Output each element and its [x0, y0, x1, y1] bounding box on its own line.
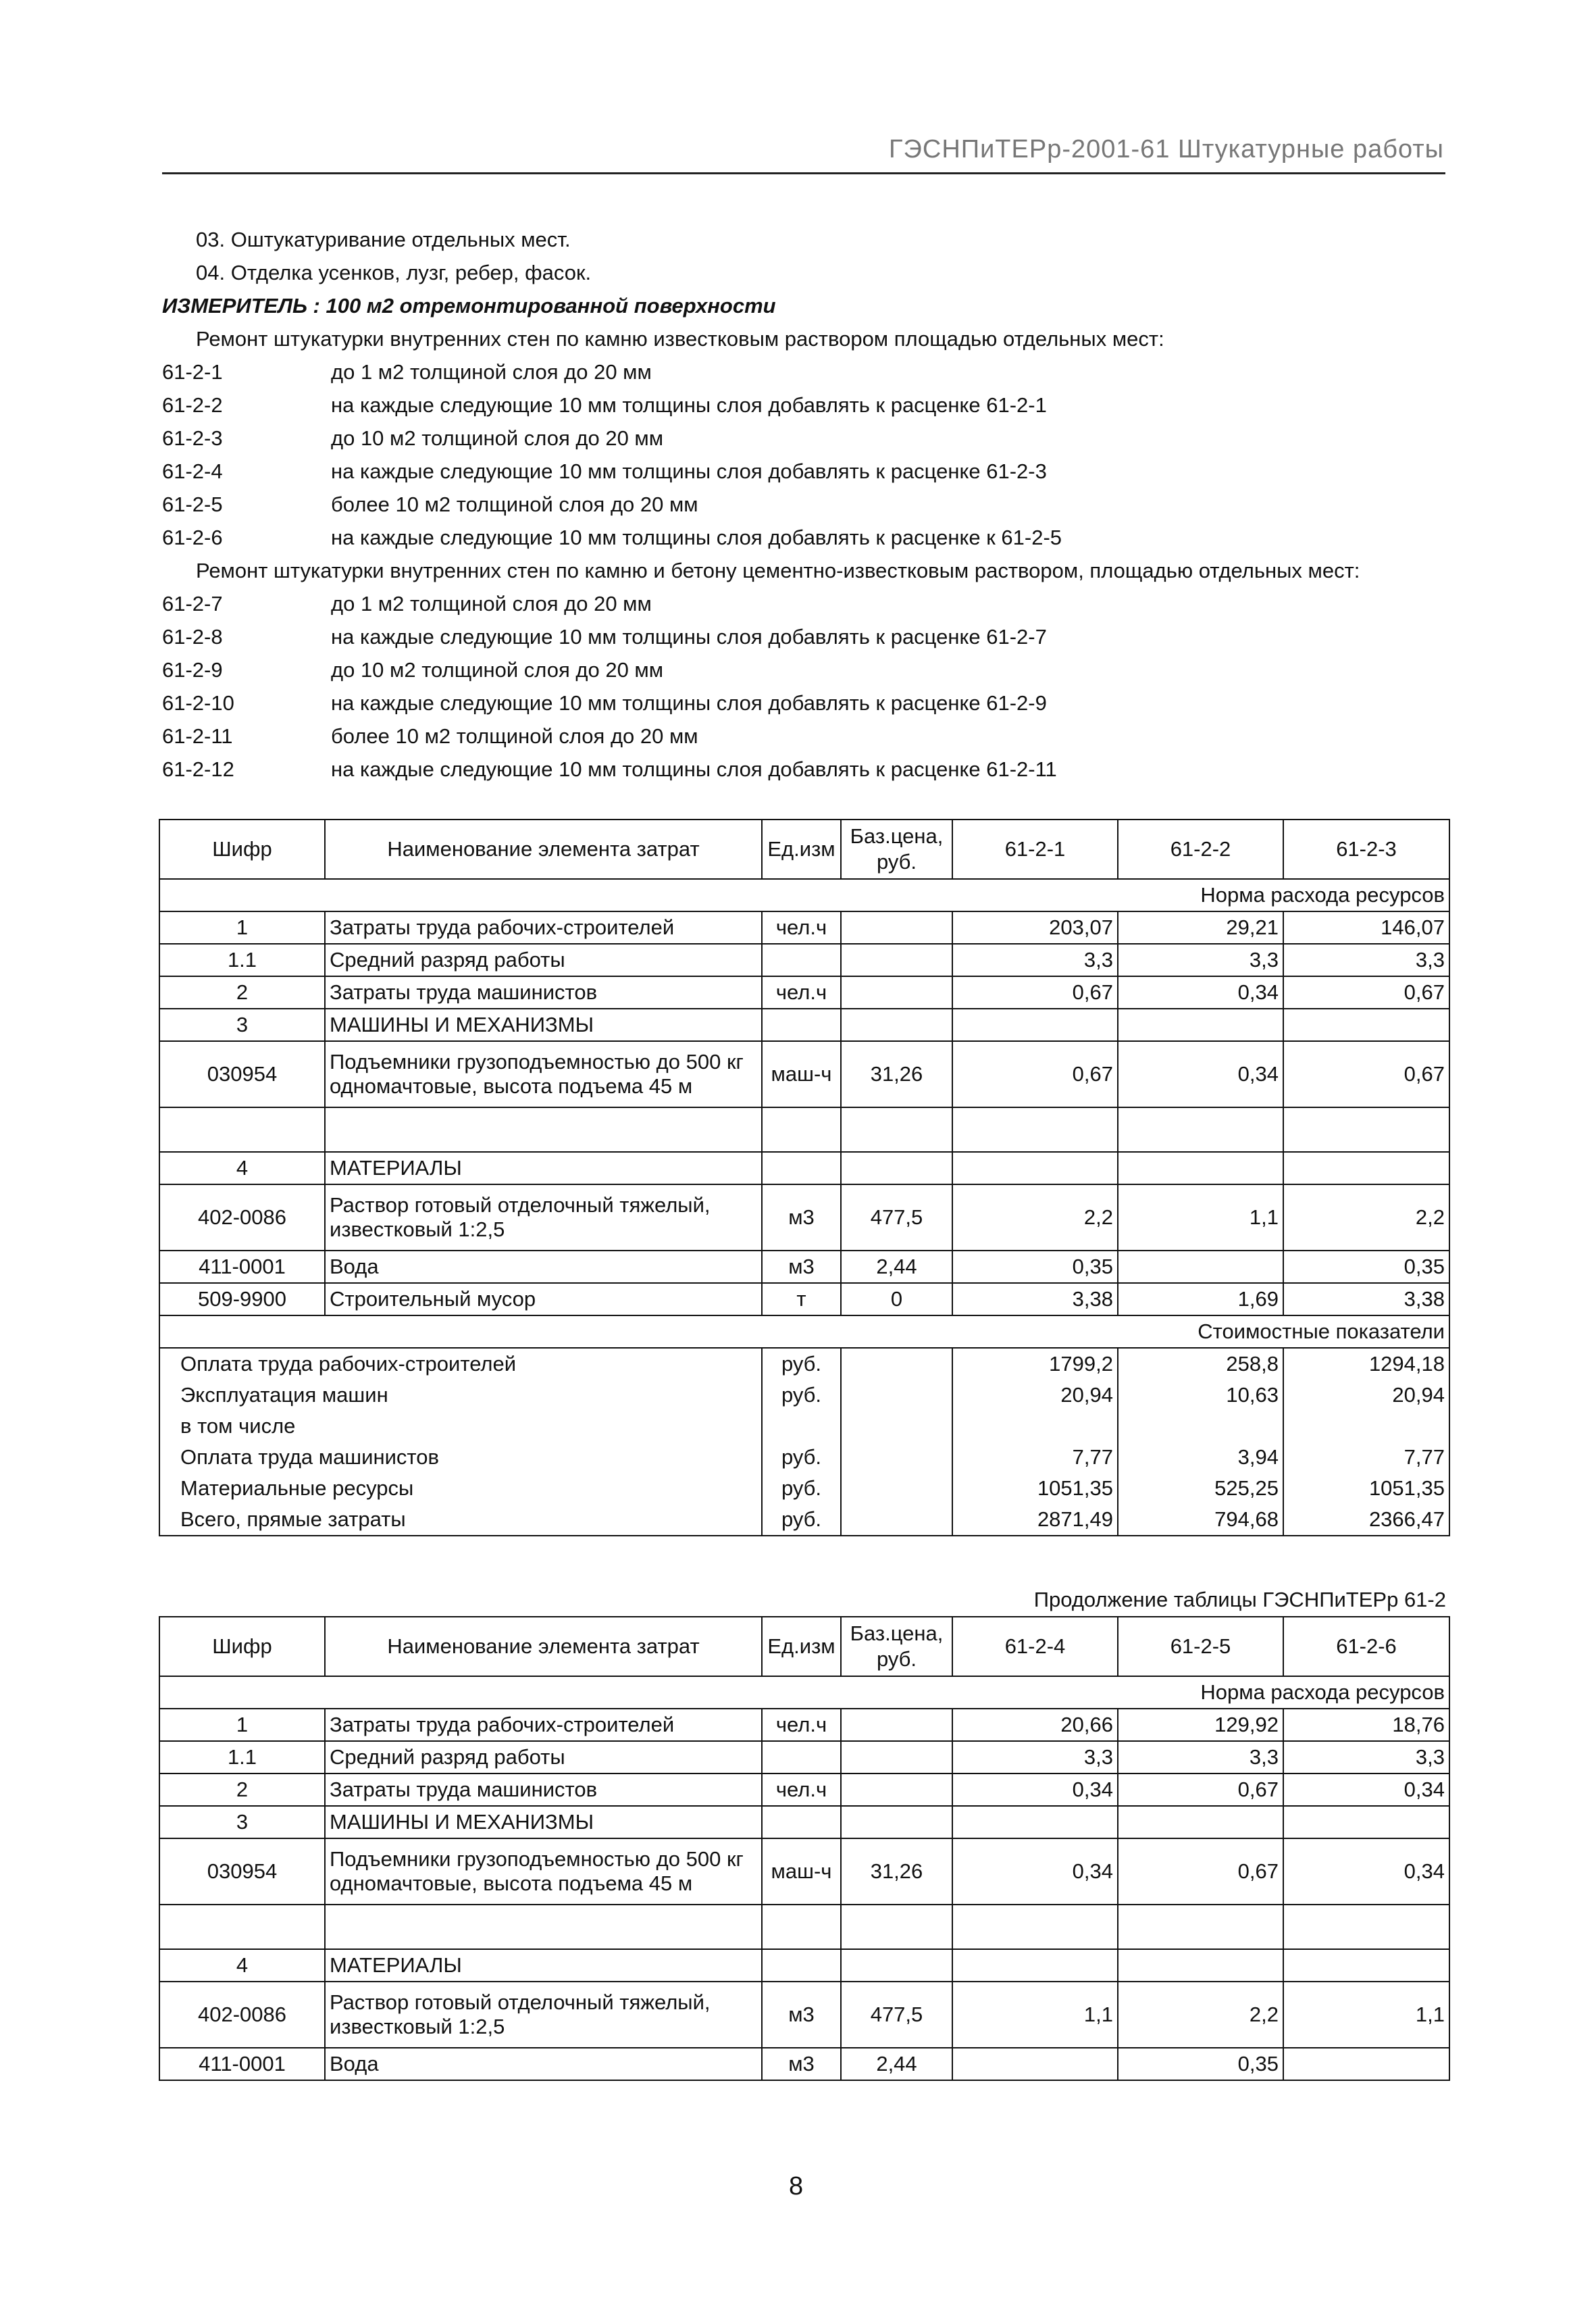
header-code: Шифр [159, 1617, 325, 1676]
rate-row [162, 488, 1445, 521]
cell-value: 146,07 [1283, 911, 1449, 944]
summary-value: 2871,49 [952, 1504, 1118, 1536]
cell-value: 18,76 [1283, 1709, 1449, 1741]
cell-value: 0,35 [1283, 1251, 1449, 1283]
cell-name: Средний разряд работы [325, 944, 762, 976]
summary-value: 7,77 [952, 1442, 1118, 1473]
cell-code: 2 [159, 1774, 325, 1806]
cell-name: Раствор готовый отделочный тяжелый, известковый 1:2,5 [325, 1982, 762, 2048]
table-row [159, 1041, 1449, 1107]
rate-row [162, 720, 1445, 753]
cell-value: 1,1 [952, 1982, 1118, 2048]
cell-code: 1 [159, 1709, 325, 1741]
summary-row [159, 1504, 1449, 1536]
rate-code: 61-2-5 [162, 493, 223, 516]
cell-unit: т [762, 1283, 841, 1315]
summary-name: Эксплуатация машин [159, 1380, 762, 1411]
summary-row [159, 1411, 1449, 1442]
rate-code: 61-2-12 [162, 757, 234, 781]
cell-price [841, 944, 952, 976]
table-row [159, 1741, 1449, 1774]
cell-value: 3,3 [952, 1741, 1118, 1774]
rate-text: до 1 м2 толщиной слоя до 20 мм [331, 360, 652, 384]
page-number: 8 [789, 2172, 804, 2200]
cell-name: Раствор готовый отделочный тяжелый, известковый 1:2,5 [325, 1184, 762, 1251]
cell-code: 411-0001 [159, 1251, 325, 1283]
cost-section-label: Стоимостные показатели [159, 1315, 1449, 1348]
document-header-title: ГЭСНПиТЕРр-2001-61 Штукатурные работы [888, 135, 1444, 164]
cell-code: 2 [159, 976, 325, 1009]
intro-item: 04. Отделка усенков, лузг, ребер, фасок. [196, 261, 592, 284]
table-row [159, 2048, 1449, 2080]
cell-section-name: МАШИНЫ И МЕХАНИЗМЫ [325, 1806, 762, 1838]
table-row [159, 1251, 1449, 1283]
table-row [159, 1806, 1449, 1838]
table-row [159, 944, 1449, 976]
rate-text: на каждые следующие 10 мм толщины слоя добавлять к расценке 61-2-9 [331, 691, 1047, 715]
header-rate-col: 61-2-2 [1118, 820, 1283, 879]
cell-value: 0,35 [1118, 2048, 1283, 2080]
cell-value: 3,3 [1283, 944, 1449, 976]
cell-price [841, 1709, 952, 1741]
rate-row [162, 620, 1445, 653]
rate-text: на каждые следующие 10 мм толщины слоя добавлять к расценке 61-2-1 [331, 393, 1047, 417]
cell-value: 3,3 [1118, 1741, 1283, 1774]
table-row [159, 1838, 1449, 1905]
table-row [159, 1152, 1449, 1184]
header-code: Шифр [159, 820, 325, 879]
header-name: Наименование элемента затрат [325, 1617, 762, 1676]
summary-unit: руб. [762, 1473, 841, 1504]
cell-code: 3 [159, 1806, 325, 1838]
cell-value: 0,34 [1118, 976, 1283, 1009]
continuation-label: Продолжение таблицы ГЭСНПиТЕРр 61-2 [1033, 1588, 1446, 1611]
summary-value [1283, 1411, 1449, 1442]
table-row [159, 1774, 1449, 1806]
rate-row [162, 355, 1445, 388]
header-name: Наименование элемента затрат [325, 820, 762, 879]
cell-value: 0,34 [1283, 1774, 1449, 1806]
rate-code: 61-2-3 [162, 426, 223, 450]
cell-code: 3 [159, 1009, 325, 1041]
summary-value: 525,25 [1118, 1473, 1283, 1504]
cell-value: 0,35 [952, 1251, 1118, 1283]
cell-price [841, 1741, 952, 1774]
rate-text: до 10 м2 толщиной слоя до 20 мм [331, 426, 664, 450]
rate-code: 61-2-8 [162, 625, 223, 649]
cell-unit: маш-ч [762, 1041, 841, 1107]
table-row [159, 976, 1449, 1009]
cell-name: Вода [325, 2048, 762, 2080]
cell-value: 3,3 [1118, 944, 1283, 976]
rate-code: 61-2-10 [162, 691, 234, 715]
summary-value: 10,63 [1118, 1380, 1283, 1411]
header-unit: Ед.изм [762, 1617, 841, 1676]
rate-code: 61-2-6 [162, 526, 223, 549]
header-unit: Ед.изм [762, 820, 841, 879]
header-price: Баз.цена, руб. [841, 820, 952, 879]
cell-code: 411-0001 [159, 2048, 325, 2080]
cell-price: 31,26 [841, 1838, 952, 1905]
cell-unit: чел.ч [762, 976, 841, 1009]
cell-value: 0,67 [952, 1041, 1118, 1107]
rate-row [162, 455, 1445, 488]
header-rate-col: 61-2-4 [952, 1617, 1118, 1676]
cell-name: Затраты труда рабочих-строителей [325, 911, 762, 944]
cell-name: Затраты труда машинистов [325, 976, 762, 1009]
summary-row [159, 1348, 1449, 1380]
summary-row [159, 1380, 1449, 1411]
summary-value: 1799,2 [952, 1348, 1118, 1380]
cell-name: Средний разряд работы [325, 1741, 762, 1774]
cell-name: Строительный мусор [325, 1283, 762, 1315]
cell-value: 20,66 [952, 1709, 1118, 1741]
cell-price [841, 1774, 952, 1806]
cell-price: 2,44 [841, 1251, 952, 1283]
cell-section-name: МАШИНЫ И МЕХАНИЗМЫ [325, 1009, 762, 1041]
cell-value: 1,1 [1283, 1982, 1449, 2048]
cell-code: 1.1 [159, 944, 325, 976]
rate-text: до 10 м2 толщиной слоя до 20 мм [331, 658, 664, 682]
norm-section-label: Норма расхода ресурсов [159, 1676, 1449, 1709]
summary-unit: руб. [762, 1380, 841, 1411]
cell-value: 0,67 [1283, 1041, 1449, 1107]
intro-section [162, 223, 1445, 786]
cell-value: 203,07 [952, 911, 1118, 944]
table-row [159, 911, 1449, 944]
header-rate-col: 61-2-5 [1118, 1617, 1283, 1676]
cell-value: 2,2 [952, 1184, 1118, 1251]
summary-row [159, 1473, 1449, 1504]
table-row [159, 1009, 1449, 1041]
summary-name: Оплата труда рабочих-строителей [159, 1348, 762, 1380]
cell-unit: чел.ч [762, 1709, 841, 1741]
cell-name: Подъемники грузоподъемностью до 500 кг одномачтовые, высота подъема 45 м [325, 1041, 762, 1107]
cell-price: 477,5 [841, 1982, 952, 2048]
rate-row [162, 587, 1445, 620]
summary-value: 794,68 [1118, 1504, 1283, 1536]
cell-code: 402-0086 [159, 1982, 325, 2048]
rate-text: более 10 м2 толщиной слоя до 20 мм [331, 493, 698, 516]
table-row [159, 1184, 1449, 1251]
summary-value: 1294,18 [1283, 1348, 1449, 1380]
cell-value: 1,1 [1118, 1184, 1283, 1251]
summary-name: Материальные ресурсы [159, 1473, 762, 1504]
summary-unit: руб. [762, 1504, 841, 1536]
cell-value: 0,67 [1283, 976, 1449, 1009]
summary-row [159, 1442, 1449, 1473]
rate-code: 61-2-7 [162, 592, 223, 615]
measure-unit: ИЗМЕРИТЕЛЬ : 100 м2 отремонтированной поверхности [162, 294, 776, 318]
cell-code: 030954 [159, 1838, 325, 1905]
cell-price: 477,5 [841, 1184, 952, 1251]
cell-unit [762, 1741, 841, 1774]
rate-row [162, 422, 1445, 455]
cell-value: 0,67 [1118, 1774, 1283, 1806]
summary-name: Оплата труда машинистов [159, 1442, 762, 1473]
cell-value [1283, 2048, 1449, 2080]
summary-value [952, 1411, 1118, 1442]
cell-code: 030954 [159, 1041, 325, 1107]
cell-value: 3,3 [952, 944, 1118, 976]
cell-value: 3,3 [1283, 1741, 1449, 1774]
cell-value [1118, 1251, 1283, 1283]
summary-value [1118, 1411, 1283, 1442]
group-title: Ремонт штукатурки внутренних стен по камню и бетону цементно-известковым раствором, площадью отдельных мест: [196, 559, 1360, 582]
group-title: Ремонт штукатурки внутренних стен по камню известковым раствором площадью отдельных мест: [196, 327, 1164, 351]
cell-value: 2,2 [1118, 1982, 1283, 2048]
cell-code: 509-9900 [159, 1283, 325, 1315]
cell-value: 1,69 [1118, 1283, 1283, 1315]
table-row [159, 1949, 1449, 1982]
cell-code: 4 [159, 1949, 325, 1982]
summary-value: 7,77 [1283, 1442, 1449, 1473]
cell-code: 1.1 [159, 1741, 325, 1774]
cell-price [841, 976, 952, 1009]
intro-item: 03. Оштукатуривание отдельных мест. [196, 228, 571, 251]
rate-row [162, 388, 1445, 422]
rate-code: 61-2-9 [162, 658, 223, 682]
cell-price: 31,26 [841, 1041, 952, 1107]
cell-section-name: МАТЕРИАЛЫ [325, 1949, 762, 1982]
cell-value: 0,34 [1283, 1838, 1449, 1905]
rate-text: на каждые следующие 10 мм толщины слоя добавлять к расценке к 61-2-5 [331, 526, 1062, 549]
summary-unit [762, 1411, 841, 1442]
cell-value: 0,67 [1118, 1838, 1283, 1905]
cell-price: 0 [841, 1283, 952, 1315]
header-rate-col: 61-2-6 [1283, 1617, 1449, 1676]
rate-text: до 1 м2 толщиной слоя до 20 мм [331, 592, 652, 615]
cell-name: Вода [325, 1251, 762, 1283]
cell-value: 0,67 [952, 976, 1118, 1009]
cell-code: 1 [159, 911, 325, 944]
summary-value: 1051,35 [952, 1473, 1118, 1504]
cell-unit: м3 [762, 1184, 841, 1251]
cell-price [841, 911, 952, 944]
summary-name: Всего, прямые затраты [159, 1504, 762, 1536]
rate-text: более 10 м2 толщиной слоя до 20 мм [331, 724, 698, 748]
rate-code: 61-2-4 [162, 459, 223, 483]
cell-unit: чел.ч [762, 1774, 841, 1806]
table-row [159, 1982, 1449, 2048]
header-rule [162, 172, 1445, 174]
norm-section-label: Норма расхода ресурсов [159, 879, 1449, 911]
rate-text: на каждые следующие 10 мм толщины слоя добавлять к расценке 61-2-3 [331, 459, 1047, 483]
table-row [159, 1283, 1449, 1315]
header-price: Баз.цена, руб. [841, 1617, 952, 1676]
summary-value: 2366,47 [1283, 1504, 1449, 1536]
rate-code: 61-2-2 [162, 393, 223, 417]
cell-value: 0,34 [1118, 1041, 1283, 1107]
header-rate-col: 61-2-3 [1283, 820, 1449, 879]
cell-unit [762, 944, 841, 976]
rate-row [162, 653, 1445, 686]
header-rate-col: 61-2-1 [952, 820, 1118, 879]
summary-value: 1051,35 [1283, 1473, 1449, 1504]
summary-value: 20,94 [952, 1380, 1118, 1411]
cell-name: Затраты труда рабочих-строителей [325, 1709, 762, 1741]
cell-value: 2,2 [1283, 1184, 1449, 1251]
cell-unit: маш-ч [762, 1838, 841, 1905]
cell-name: Затраты труда машинистов [325, 1774, 762, 1806]
rate-row [162, 521, 1445, 554]
summary-value: 20,94 [1283, 1380, 1449, 1411]
cell-value: 0,34 [952, 1774, 1118, 1806]
cell-value: 3,38 [1283, 1283, 1449, 1315]
cell-unit: м3 [762, 1251, 841, 1283]
cell-value [952, 2048, 1118, 2080]
cell-unit: м3 [762, 2048, 841, 2080]
cell-value: 29,21 [1118, 911, 1283, 944]
cell-code: 4 [159, 1152, 325, 1184]
summary-name: в том числе [159, 1411, 762, 1442]
table-row [159, 1709, 1449, 1741]
rate-code: 61-2-11 [162, 724, 233, 748]
cell-value: 3,38 [952, 1283, 1118, 1315]
summary-unit: руб. [762, 1442, 841, 1473]
resource-table-2 [159, 1616, 1450, 2081]
resource-table-1 [159, 819, 1450, 1536]
cell-value: 0,34 [952, 1838, 1118, 1905]
cell-section-name: МАТЕРИАЛЫ [325, 1152, 762, 1184]
cell-unit: м3 [762, 1982, 841, 2048]
cell-value: 129,92 [1118, 1709, 1283, 1741]
summary-unit: руб. [762, 1348, 841, 1380]
rate-code: 61-2-1 [162, 360, 223, 384]
rate-text: на каждые следующие 10 мм толщины слоя добавлять к расценке 61-2-7 [331, 625, 1047, 649]
rate-row [162, 753, 1445, 786]
cell-unit: чел.ч [762, 911, 841, 944]
summary-value: 3,94 [1118, 1442, 1283, 1473]
rate-row [162, 686, 1445, 720]
rate-text: на каждые следующие 10 мм толщины слоя добавлять к расценке 61-2-11 [331, 757, 1057, 781]
cell-code: 402-0086 [159, 1184, 325, 1251]
summary-value: 258,8 [1118, 1348, 1283, 1380]
cell-price: 2,44 [841, 2048, 952, 2080]
cell-name: Подъемники грузоподъемностью до 500 кг одномачтовые, высота подъема 45 м [325, 1838, 762, 1905]
